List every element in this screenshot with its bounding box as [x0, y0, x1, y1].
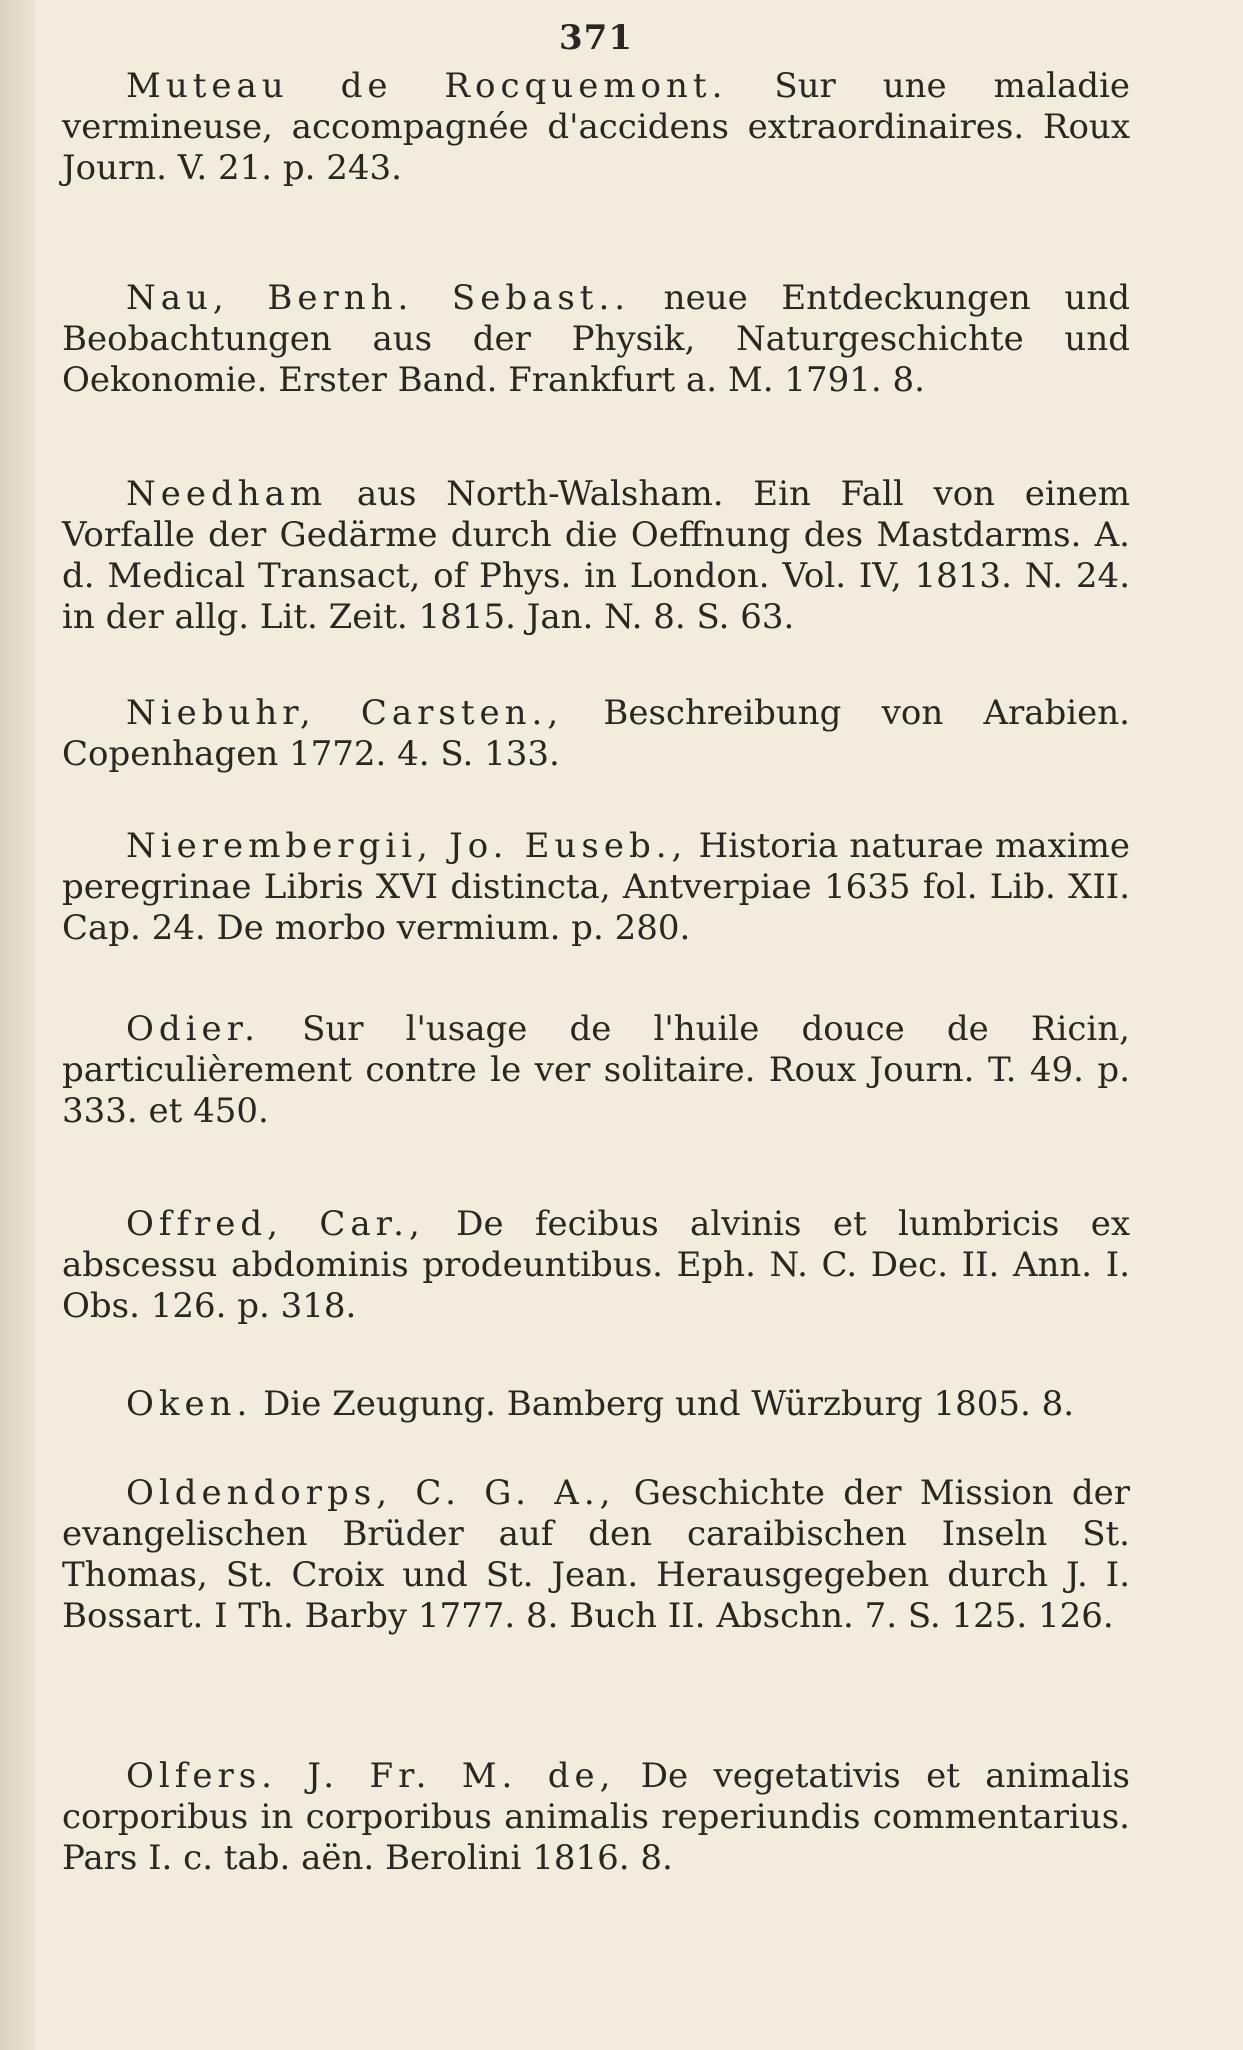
entry-author: Niebuhr, Carsten., — [126, 693, 564, 733]
bibliography-entry — [62, 66, 1130, 189]
entry-author: Nierembergii, Jo. Euseb., — [126, 826, 688, 866]
entry-author: Needham — [126, 474, 328, 514]
entry-text: De fecibus alvinis et lumbricis ex abscessu abdominis prodeuntibus. Eph. N. C. Dec. II. Ann. I. Obs. 126. p. 318. — [62, 1204, 1130, 1326]
entry-text: Geschichte der Mission der evangelischen Brüder auf den caraibischen Inseln St. Thomas, St. Croix und St. Jean. Herausgegeben durch J. I. Bossart. I Th. Barby 1777. 8. Buch II. Abschn. 7. S. 125. 126. — [62, 1473, 1130, 1636]
bibliography-entry — [62, 693, 1130, 775]
bibliography-entry — [62, 826, 1130, 949]
entry-text: De vegetativis et animalis corporibus in corporibus animalis reperiundis commentarius. Pars I. c. tab. aën. Berolini 1816. 8. — [62, 1756, 1130, 1878]
page-number: 371 — [559, 18, 633, 58]
entry-author: Nau, Bernh. Sebast.. — [126, 278, 631, 318]
bibliography-entry — [62, 1384, 1130, 1425]
bibliography-entry — [62, 1473, 1130, 1637]
entry-text: neue Entdeckungen und Beobachtungen aus der Physik, Naturgeschichte und Oekonomie. Erster Band. Frankfurt a. M. 1791. 8. — [62, 278, 1130, 400]
entry-text: Die Zeugung. Bamberg und Würzburg 1805. 8. — [252, 1384, 1075, 1424]
entry-text: aus North-Walsham. Ein Fall von einem Vorfalle der Gedärme durch die Oeffnung des Mastdarms. A. d. Medical Transact, of Phys. in London. Vol. IV, 1813. N. 24. in der allg. Lit. Zeit. 1815. Jan. N. 8. S. 63. — [62, 474, 1130, 637]
bibliography-entry — [62, 1204, 1130, 1327]
bibliography-entry — [62, 1009, 1130, 1132]
entry-text: Sur une maladie vermineuse, accompagnée d'accidens extraordinaires. Roux Journ. V. 21. p. 243. — [62, 66, 1130, 188]
bibliography-entry — [62, 1756, 1130, 1879]
entry-author: Offred, Car., — [126, 1204, 425, 1244]
entry-author: Muteau de Rocquemont. — [126, 66, 728, 106]
entry-author: Olfers. J. Fr. M. de, — [126, 1756, 616, 1796]
page-edge-shadow — [0, 0, 36, 2050]
bibliography-entry — [62, 278, 1130, 401]
bibliography-entry — [62, 474, 1130, 638]
entry-author: Oken. — [126, 1384, 253, 1424]
entry-author: Oldendorps, C. G. A., — [126, 1473, 616, 1513]
entry-text: Historia naturae maxime peregrinae Libris XVI distincta, Antverpiae 1635 fol. Lib. XII. Cap. 24. De morbo vermium. p. 280. — [62, 826, 1130, 948]
entry-author: Odier. — [126, 1009, 260, 1049]
entry-text: Beschreibung von Arabien. Copenhagen 1772. 4. S. 133. — [62, 693, 1130, 774]
entry-text: Sur l'usage de l'huile douce de Ricin, particulièrement contre le ver solitaire. Roux Journ. T. 49. p. 333. et 450. — [62, 1009, 1130, 1131]
book-page — [62, 0, 1130, 2050]
